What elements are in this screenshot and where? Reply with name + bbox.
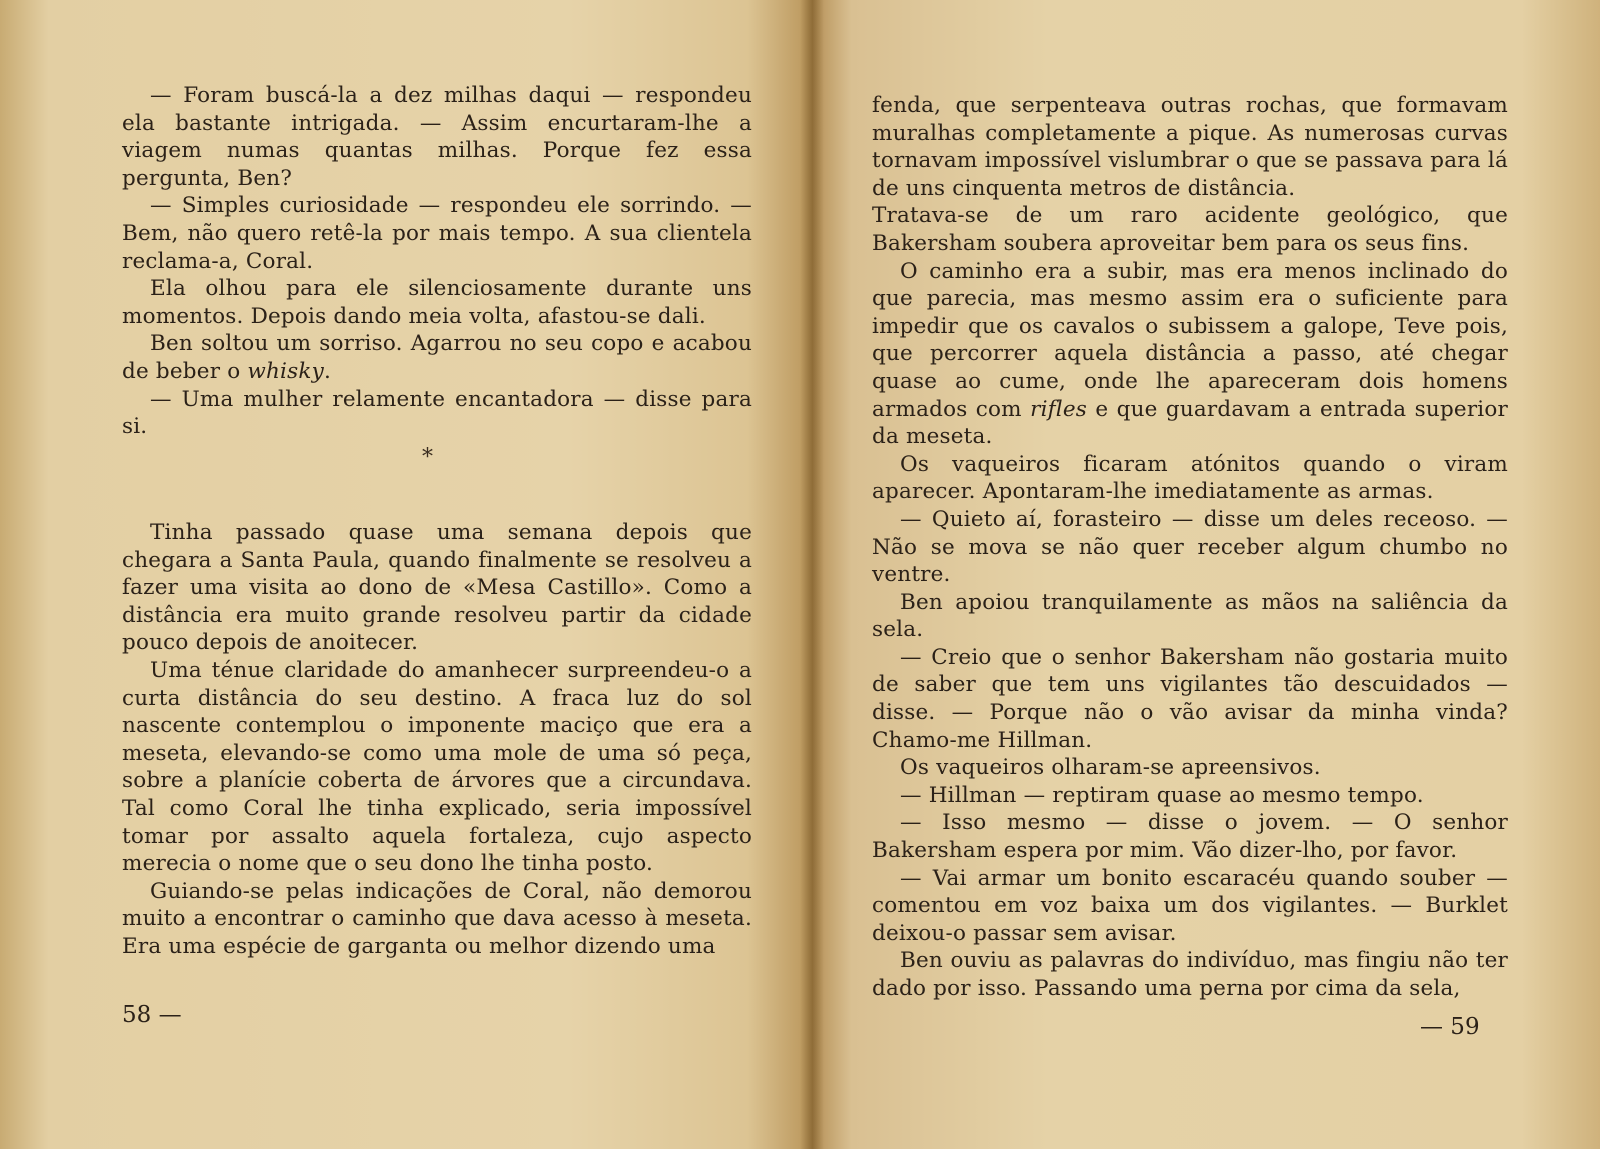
paragraph: — Quieto aí, forasteiro — disse um deles receoso. — Não se mova se não quer receber algum chumbo no ventre.	[872, 506, 1508, 588]
paragraph: Tinha passado quase uma semana depois que chegara a Santa Paula, quando finalmente se resolveu a fazer uma visita ao dono de «Mesa Castillo». Como a distância era muito grande resolveu partir da cidade pouco depois de anoitecer.	[122, 520, 752, 656]
paragraph: — Creio que o senhor Bakersham não gostaria muito de saber que tem uns vigilantes tão descuidados — disse. — Porque não o vão avisar da minha vinda? Chamo-me Hillman.	[872, 644, 1508, 753]
paragraph: — Vai armar um bonito escaracéu quando souber — comentou em voz baixa um dos vigilantes. — Burklet deixou-o passar sem avisar.	[872, 865, 1508, 946]
paragraph: Ben ouviu as palavras do indivíduo, mas fingiu não ter dado por isso. Passando uma perna por cima da sela,	[872, 948, 1508, 1001]
page-number-right: — 59	[1420, 1014, 1480, 1040]
paragraph	[872, 258, 1508, 451]
paragraph: — Simples curiosidade — respondeu ele sorrindo. — Bem, não quero retê-la por mais tempo. A sua clientela reclama-a, Coral.	[122, 193, 752, 274]
italic-word: rifles	[1030, 396, 1088, 422]
italic-word: whisky	[247, 358, 324, 384]
paragraph-end: .	[323, 358, 331, 384]
paragraph: Tratava-se de um raro acidente geológico, que Bakersham soubera aproveitar bem para os seus fins.	[872, 203, 1508, 256]
paragraph: Os vaqueiros olharam-se apreensivos.	[900, 755, 1321, 781]
section-separator: *	[422, 445, 433, 470]
paragraph-end: e que guardavam a entrada superior da meseta.	[872, 396, 1508, 450]
paragraph-text: O caminho era a subir, mas era menos inclinado do que parecia, mas mesmo assim era o suficiente para impedir que os cavalos o subissem a galope, Teve pois, que percorrer aquela distância a passo, até chegar quase ao cume, onde lhe apareceram dois homens armados com	[872, 258, 1508, 422]
page-number-left: 58 —	[122, 1002, 182, 1028]
paragraph-text: Ben soltou um sorriso. Agarrou no seu copo e acabou de beber o	[122, 331, 752, 384]
paragraph: — Isso mesmo — disse o jovem. — O senhor Bakersham espera por mim. Vão dizer-lho, por favor.	[872, 810, 1508, 864]
right-page-text	[872, 92, 1508, 1003]
paragraph: — Hillman — reptiram quase ao mesmo tempo.	[900, 782, 1424, 808]
paragraph: — Uma mulher relamente encantadora — disse para si.	[122, 386, 752, 440]
paragraph: Uma ténue claridade do amanhecer surpreendeu-o a curta distância do seu destino. A fraca luz do sol nascente contemplou o imponente maciço que era a meseta, elevando-se como uma mole de uma só peça, sobre a planície coberta de árvores que a circundava. Tal como Coral lhe tinha explicado, seria impossível tomar por assalto aquela fortaleza, cujo aspecto merecia o nome que o seu dono lhe tinha posto.	[122, 657, 752, 877]
left-page-text-bottom	[122, 519, 752, 961]
paragraph: fenda, que serpenteava outras rochas, que formavam muralhas completamente a pique. As numerosas curvas tornavam impossível vislumbrar o que se passava para lá de uns cinquenta metros de distância.	[872, 93, 1508, 201]
paragraph	[122, 330, 752, 385]
book-gutter-shadow	[800, 0, 824, 1149]
paragraph: Ben apoiou tranquilamente as mãos na saliência da sela.	[872, 589, 1508, 643]
right-page	[812, 0, 1600, 1149]
paragraph: Ela olhou para ele silenciosamente durante uns momentos. Depois dando meia volta, afastou-se dali.	[122, 276, 752, 329]
left-page-text-top	[122, 82, 752, 441]
paragraph: — Foram buscá-la a dez milhas daqui — respondeu ela bastante intrigada. — Assim encurtaram-lhe a viagem numas quantas milhas. Porque fez essa pergunta, Ben?	[122, 83, 752, 191]
paragraph: Guiando-se pelas indicações de Coral, não demorou muito a encontrar o caminho que dava acesso à meseta. Era uma espécie de garganta ou melhor dizendo uma	[122, 878, 752, 959]
paragraph: Os vaqueiros ficaram atónitos quando o viram aparecer. Apontaram-lhe imediatamente as armas.	[872, 451, 1508, 505]
